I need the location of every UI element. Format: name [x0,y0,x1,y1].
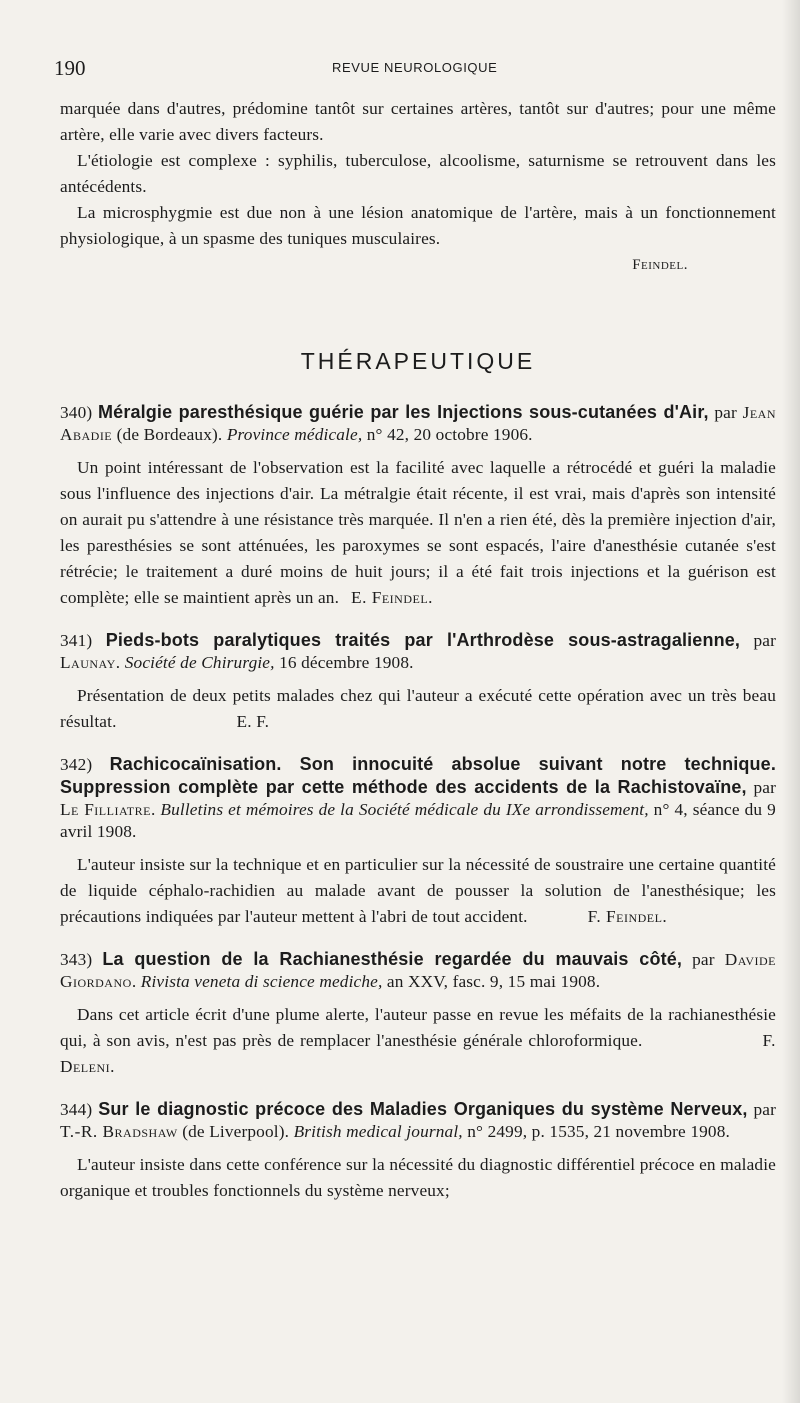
abstract-heading [60,401,776,446]
abstract-body [60,1152,776,1204]
running-head [54,52,776,82]
citation-details: n° 4, séance du 9 avril 1908. [60,800,776,841]
author: Davide Giordano [60,950,776,991]
signature: F. Deleni. [60,1031,776,1076]
source: Province médicale, [226,425,363,444]
abstract-342 [60,753,776,930]
abstract-body [60,1002,776,1080]
citation-details: an XXV, fasc. 9, 15 mai 1908. [382,972,601,991]
affiliation: (de Bordeaux). [112,425,227,444]
source: Bulletins et mémoires de la Société médicale du IXe arrondissement, [160,800,649,819]
paragraph: marquée dans d'autres, prédomine tantôt sur certaines artères, tantôt sur d'autres; pour une même artère, elle varie avec divers facteurs. [60,99,776,144]
paragraph: La microsphygmie est due non à une lésion anatomique de l'artère, mais à un fonctionnement physiologique, à un spasme des tuniques musculaires. [60,203,776,248]
abstract-344 [60,1098,776,1204]
signature: E. F. [236,712,270,731]
journal-title: REVUE NEUROLOGIQUE [332,60,498,75]
signature: Feindel. [632,257,688,273]
author: Jean Abadie [60,403,776,444]
abstract-title: La question de la Rachianesthésie regardée du mauvais côté, [102,949,683,969]
by-text: par [682,950,725,969]
abstract-heading [60,753,776,843]
source: Rivista veneta di science mediche, [140,972,383,991]
abstract-343 [60,948,776,1080]
page-edge-shadow [782,0,800,1403]
abstract-text: Un point intéressant de l'observation est la facilité avec laquelle a rétrocédé et guéri la maladie sous l'influence des injections d'air. La métralgie était récente, il est vrai, mais d'après son intensité on aurait pu s'attendre à une résistance très marquée. Il n'en a rien été, dès la première injection d'air, les paresthésies se sont atténuées, les paroxymes se sont espacés, l'aire d'anesthésie cutanée s'est rétrécie; le traitement a duré moins de huit jours; il a été fait trois injections et la guérison est complète; elle se maintient après un an. [60,458,776,607]
signature: E. Feindel. [351,588,433,607]
carryover-text [60,96,776,278]
abstract-number: 343) [60,950,93,969]
abstract-text: Présentation de deux petits malades chez qui l'auteur a exécuté cette opération avec un très beau résultat. [60,686,776,731]
source: British medical journal, [293,1122,463,1141]
abstract-text: L'auteur insiste dans cette conférence sur la nécessité du diagnostic différentiel précoce en maladie organique et troubles fonctionnels du système nerveux; [60,1155,776,1200]
abstract-text: Dans cet article écrit d'une plume alerte, l'auteur passe en revue les méfaits de la rachianesthésie qui, à son avis, n'est pas près de remplacer l'anesthésie générale chloroformique. [60,1005,776,1050]
affiliation: . [150,800,161,819]
affiliation: . [115,653,125,672]
abstract-title: Rachicocaïnisation. Son innocuité absolue suivant notre technique. Suppression complète par cette méthode des accidents de la Rachistovaïne, [60,754,776,797]
abstract-title: Pieds-bots paralytiques traités par l'Arthrodèse sous-astragalienne, [105,630,741,650]
abstract-number: 340) [60,403,93,422]
page-number: 190 [54,56,86,80]
abstract-text: L'auteur insiste sur la technique et en particulier sur la nécessité de soustraire une certaine quantité de liquide céphalo-rachidien au malade avant de pousser la solution de l'anesthésique; les précautions indiquées par l'auteur mettent à l'abri de tout accident. [60,855,776,926]
source: Société de Chirurgie, [124,653,275,672]
author: T.-R. Bradshaw [60,1122,178,1141]
affiliation: (de Liverpool). [177,1122,294,1141]
section-heading: THÉRAPEUTIQUE [300,348,536,374]
paragraph: L'étiologie est complexe : syphilis, tuberculose, alcoolisme, saturnisme se retrouvent dans les antécédents. [60,151,776,196]
by-text: par [708,403,743,422]
abstract-number: 344) [60,1100,93,1119]
author: Le Filliatre [60,800,151,819]
signature: F. Feindel. [587,907,668,926]
abstract-body [60,683,776,735]
abstract-title: Méralgie paresthésique guérie par les Injections sous-cutanées d'Air, [98,402,709,422]
affiliation: . [131,972,141,991]
citation-details: n° 42, 20 octobre 1906. [362,425,533,444]
by-text: par [746,778,776,797]
abstract-341 [60,629,776,735]
citation-details: 16 décembre 1908. [274,653,414,672]
abstract-heading [60,629,776,674]
abstract-340 [60,401,776,611]
citation-details: n° 2499, p. 1535, 21 novembre 1908. [462,1122,730,1141]
abstract-heading [60,948,776,993]
abstract-heading [60,1098,776,1143]
abstract-number: 341) [60,631,93,650]
abstract-title: Sur le diagnostic précoce des Maladies Organiques du système Nerveux, [98,1099,748,1119]
abstract-number: 342) [60,755,93,774]
author: Launay [60,653,116,672]
by-text: par [747,1100,776,1119]
abstract-body [60,852,776,930]
by-text: par [740,631,776,650]
abstract-body [60,455,776,611]
